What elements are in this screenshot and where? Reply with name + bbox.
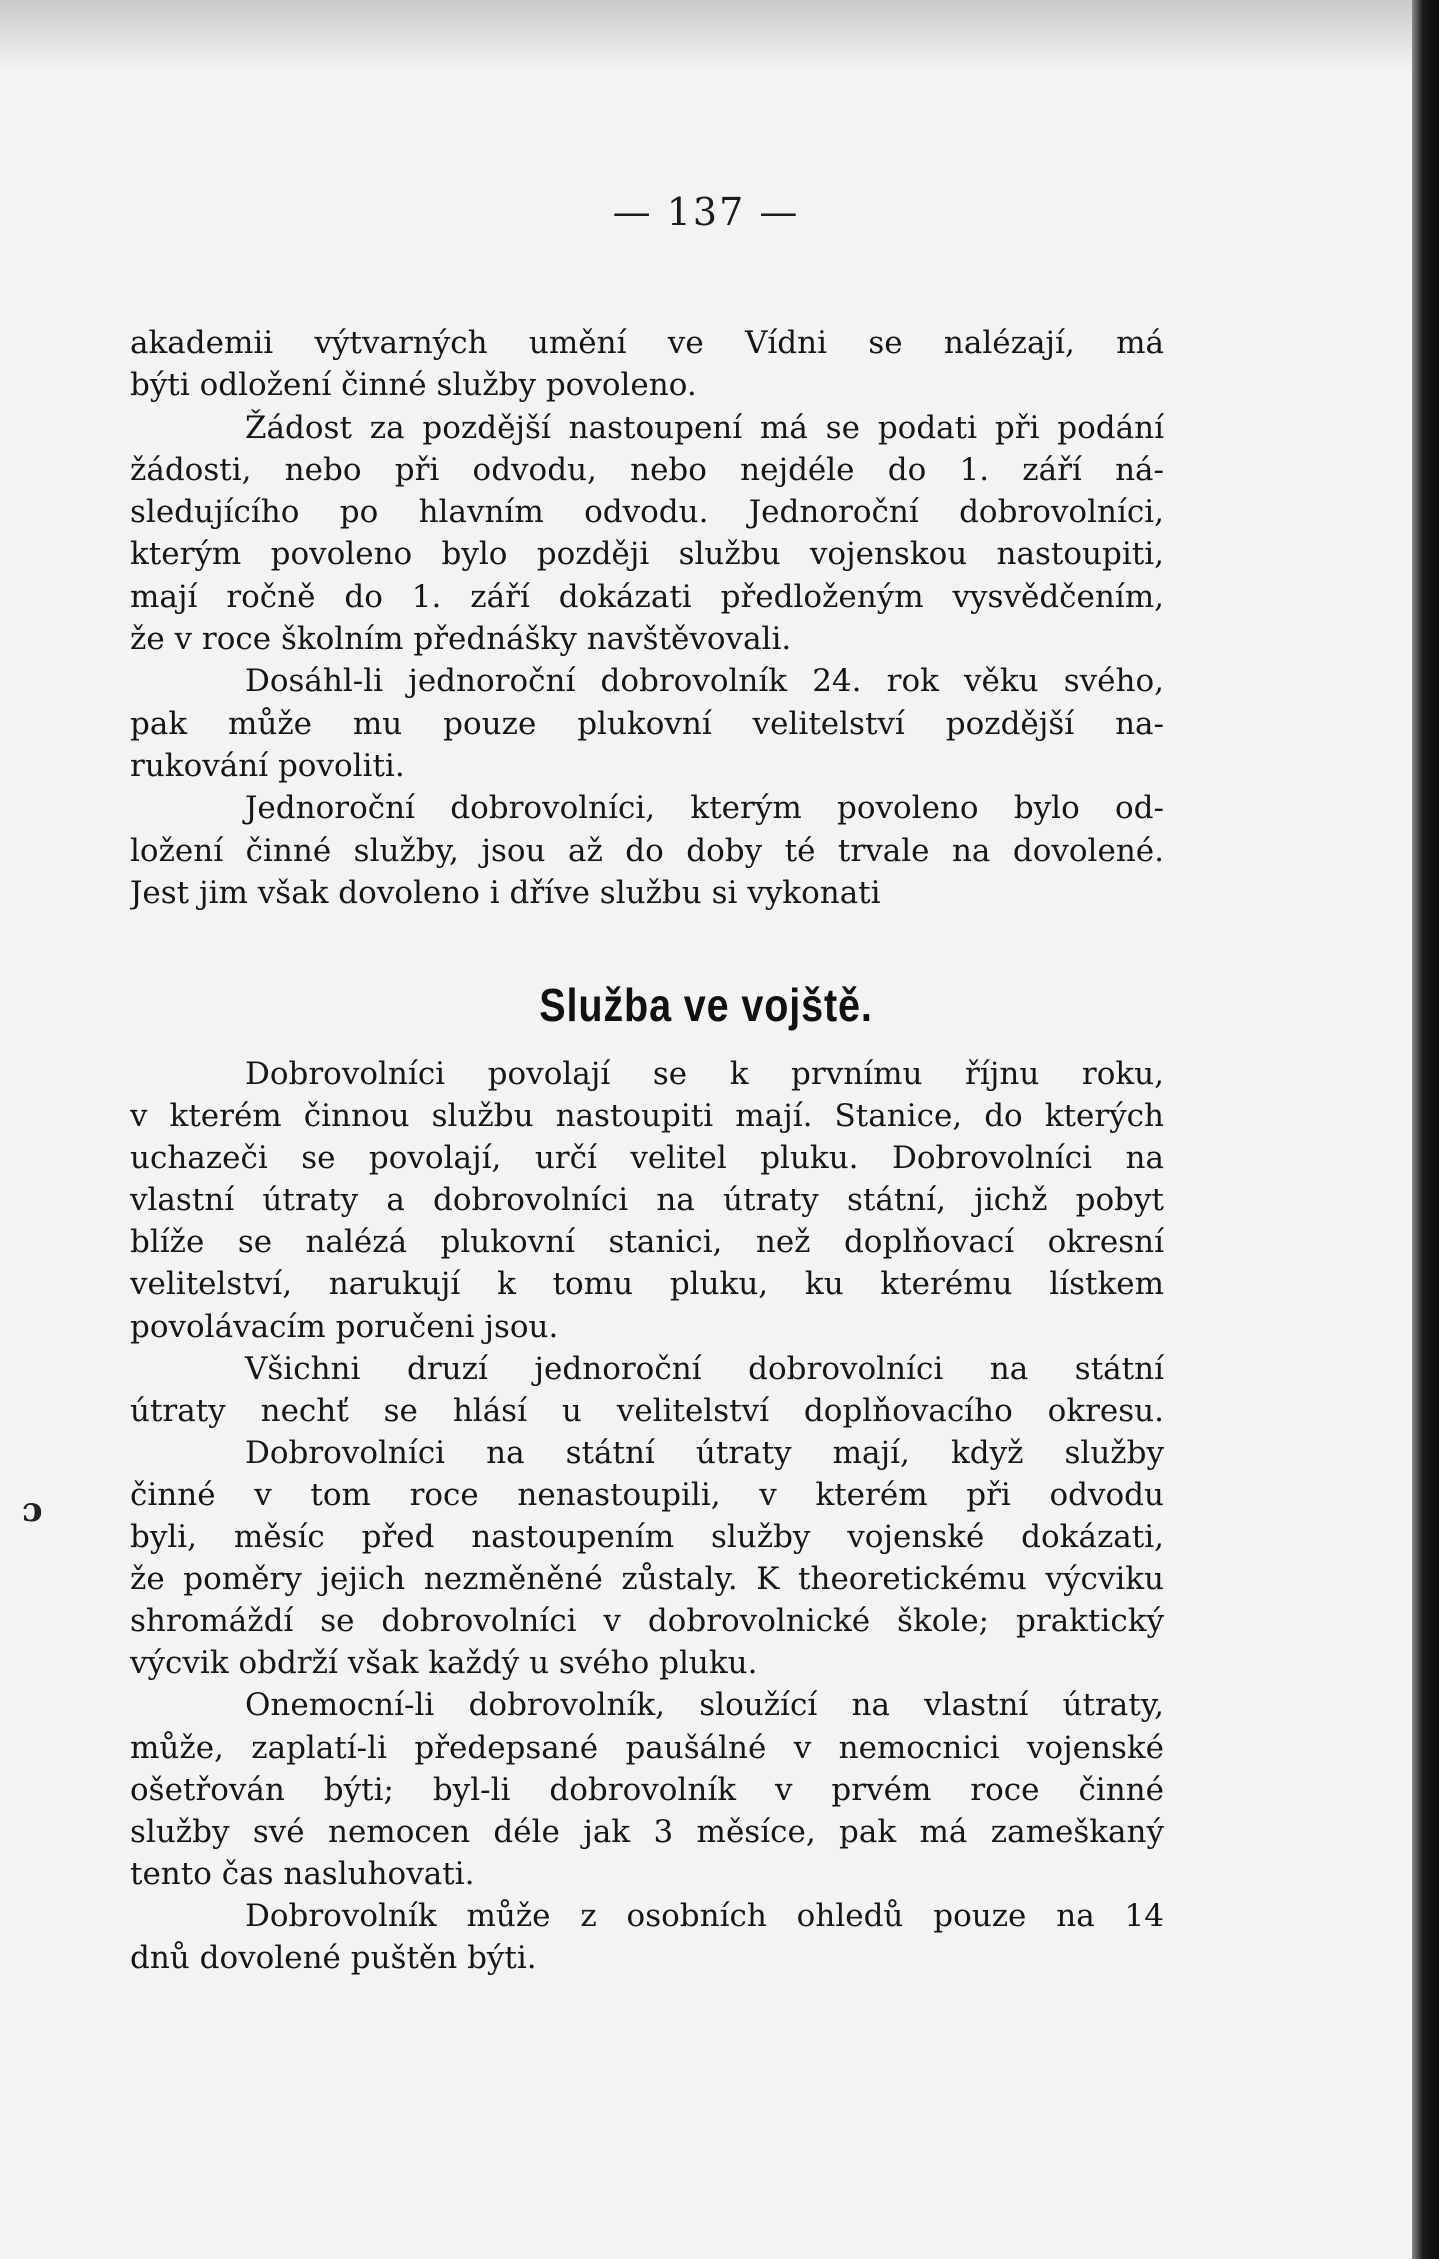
text-line: pak může mu pouze plukovní velitelství pozdější na-	[130, 705, 1164, 742]
text-line: mají ročně do 1. září dokázati předloženým vysvědčením,	[130, 578, 1164, 615]
text-line: ložení činné služby, jsou až do doby té trvale na dovolené.	[130, 832, 1164, 869]
text-line: Žádost za pozdější nastoupení má se podati při podání	[245, 409, 1164, 446]
text-line: že poměry jejich nezměněné zůstaly. K theoretickému výcviku	[130, 1561, 1164, 1598]
text-line: tento čas nasluhovati.	[130, 1855, 475, 1892]
page-number: — 137 —	[612, 190, 800, 234]
text-line: povolávacím poručeni jsou.	[130, 1308, 559, 1345]
text-line: akademii výtvarných umění ve Vídni se nalézají, má	[130, 325, 1164, 361]
text-line: býti odložení činné služby povoleno.	[130, 367, 697, 404]
text-line: kterým povoleno bylo později službu vojenskou nastoupiti,	[130, 536, 1164, 573]
text-line: výcvik obdrží však každý u svého pluku.	[130, 1645, 758, 1682]
text-line: v kterém činnou službu nastoupiti mají. Stanice, do kterých	[130, 1098, 1164, 1135]
text-line: shromáždí se dobrovolníci v dobrovolnické škole; praktický	[130, 1603, 1164, 1640]
text-line: Dobrovolníci na státní útraty mají, když služby	[245, 1434, 1164, 1471]
text-line: žádosti, nebo při odvodu, nebo nejdéle do 1. září ná-	[130, 451, 1164, 488]
text-line: rukování povoliti.	[130, 747, 405, 784]
text-line: služby své nemocen déle jak 3 měsíce, pak má zameškaný	[130, 1813, 1164, 1850]
paragraph-block-top	[130, 322, 1164, 914]
scan-right-edge	[1412, 0, 1439, 2259]
section-heading: Služba ve vojště.	[539, 979, 873, 1031]
text-line: Všichni druzí jednoroční dobrovolníci na státní	[245, 1350, 1164, 1387]
text-line: blíže se nalézá plukovní stanici, než doplňovací okresní	[130, 1224, 1164, 1261]
text-line: ošetřován býti; byl-li dobrovolník v prvém roce činné	[130, 1771, 1164, 1808]
text-line: Dobrovolník může z osobních ohledů pouze na 14	[245, 1897, 1164, 1934]
text-line: Dobrovolníci povolají se k prvnímu říjnu roku,	[245, 1056, 1164, 1092]
page-top-shadow	[0, 0, 1412, 70]
margin-mark: ɔ	[22, 1490, 43, 1530]
text-line: činné v tom roce nenastoupili, v kterém při odvodu	[130, 1476, 1164, 1513]
text-line: dnů dovolené puštěn býti.	[130, 1939, 537, 1976]
text-line: může, zaplatí-li předepsané paušálné v nemocnici vojenské	[130, 1729, 1164, 1766]
text-line: Jest jim však dovoleno i dříve službu si vykonati	[130, 874, 881, 911]
text-line: Onemocní-li dobrovolník, sloužící na vlastní útraty,	[245, 1687, 1164, 1724]
text-line: Jednoroční dobrovolníci, kterým povoleno bylo od-	[245, 790, 1164, 827]
text-line: útraty nechť se hlásí u velitelství doplňovacího okresu.	[130, 1392, 1164, 1429]
text-line: uchazeči se povolají, určí velitel pluku. Dobrovolníci na	[130, 1140, 1164, 1177]
text-line: Dosáhl-li jednoroční dobrovolník 24. rok věku svého,	[245, 663, 1164, 700]
text-line: byli, měsíc před nastoupením služby vojenské dokázati,	[130, 1519, 1164, 1556]
text-line: velitelství, narukují k tomu pluku, ku kterému lístkem	[130, 1266, 1164, 1303]
text-line: vlastní útraty a dobrovolníci na útraty státní, jichž pobyt	[130, 1182, 1164, 1219]
text-line: sledujícího po hlavním odvodu. Jednoroční dobrovolníci,	[130, 494, 1164, 531]
text-line: že v roce školním přednášky navštěvovali.	[130, 621, 792, 658]
paragraph-block-main	[130, 1053, 1164, 1979]
